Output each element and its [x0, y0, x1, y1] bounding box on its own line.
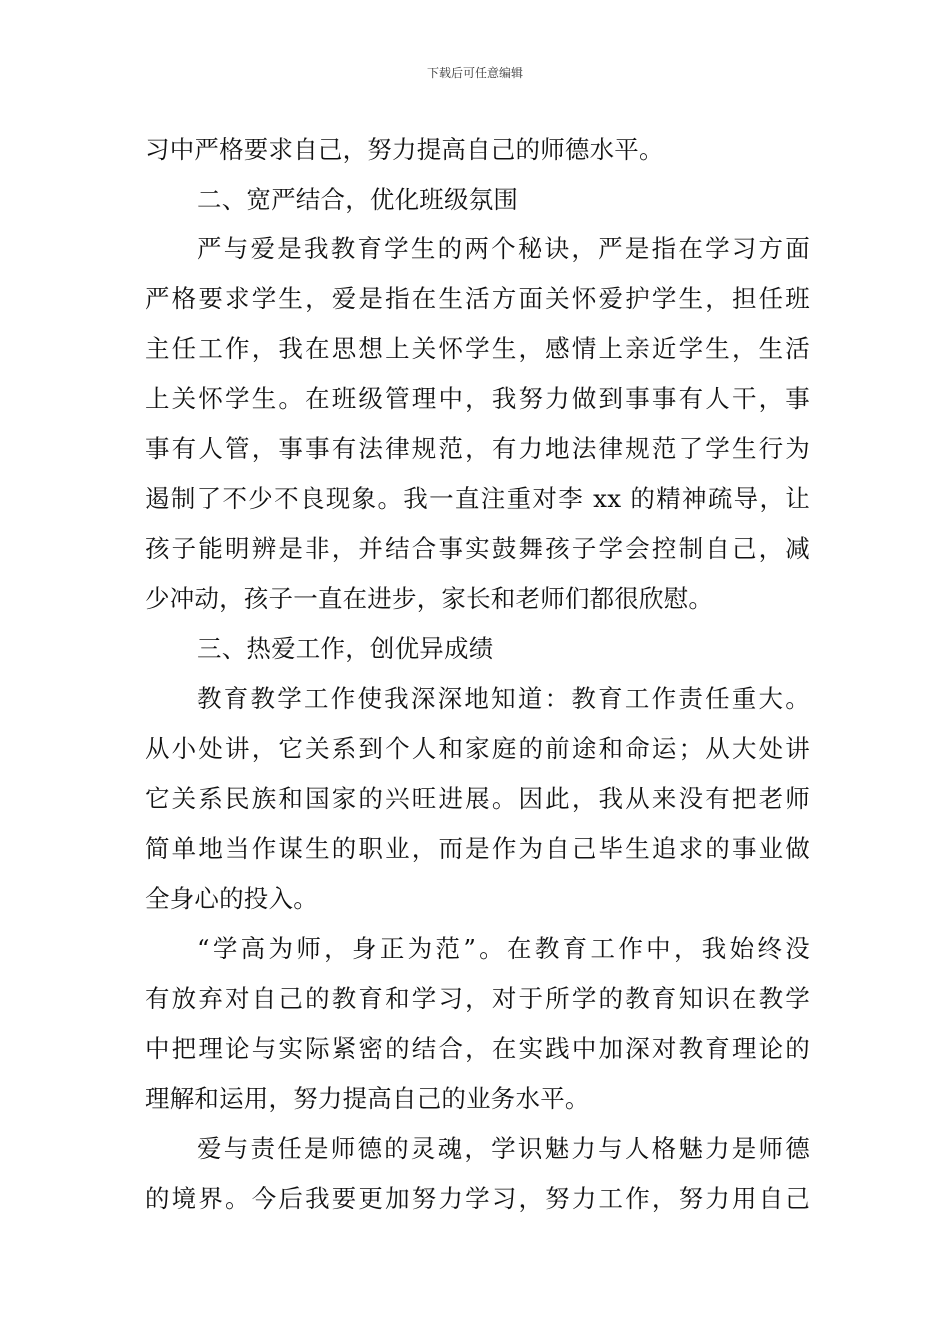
text-line: 从小处讲，它关系到个人和家庭的前途和命运；从大处讲	[145, 734, 810, 763]
text-line: 少冲动，孩子一直在进步，家长和老师们都很欣慰。	[145, 584, 714, 613]
text-line: 它关系民族和国家的兴旺进展。因此，我从来没有把老师	[145, 784, 810, 813]
text-line: 主任工作，我在思想上关怀学生，感情上亲近学生，生活	[145, 334, 810, 363]
page-header: 下载后可任意编辑	[426, 66, 523, 80]
text-line: 全身心的投入。	[145, 884, 318, 913]
text-line: 简单地当作谋生的职业，而是作为自己毕生追求的事业做	[145, 834, 810, 863]
text-line: “学高为师，身正为范”。在教育工作中，我始终没	[197, 934, 810, 963]
text-line: 有放弃对自己的教育和学习，对于所学的教育知识在教学	[145, 984, 810, 1013]
text-line: 严与爱是我教育学生的两个秘诀，严是指在学习方面	[197, 234, 810, 263]
text-line: 的境界。今后我要更加努力学习，努力工作，努力用自己	[145, 1184, 810, 1213]
text-line: 严格要求学生，爱是指在生活方面关怀爱护学生，担任班	[145, 284, 810, 313]
text-line: 习中严格要求自己，努力提高自己的师德水平。	[145, 135, 664, 164]
text-line: 上关怀学生。在班级管理中，我努力做到事事有人干，事	[145, 384, 810, 413]
text-line: 理解和运用，努力提高自己的业务水平。	[145, 1084, 590, 1113]
text-line: 教育教学工作使我深深地知道：教育工作责任重大。	[197, 684, 810, 713]
text-line: 爱与责任是师德的灵魂，学识魅力与人格魅力是师德	[197, 1134, 810, 1163]
text-line: 孩子能明辨是非，并结合事实鼓舞孩子学会控制自己，减	[145, 534, 810, 563]
section-heading: 三、热爱工作，创优异成绩	[197, 634, 494, 663]
section-heading: 二、宽严结合，优化班级氛围	[197, 185, 519, 214]
text-line: 事有人管，事事有法律规范，有力地法律规范了学生行为	[145, 434, 810, 463]
text-line: 遏制了不少不良现象。我一直注重对李 xx 的精神疏导，让	[145, 484, 810, 513]
text-line: 中把理论与实际紧密的结合，在实践中加深对教育理论的	[145, 1034, 810, 1063]
